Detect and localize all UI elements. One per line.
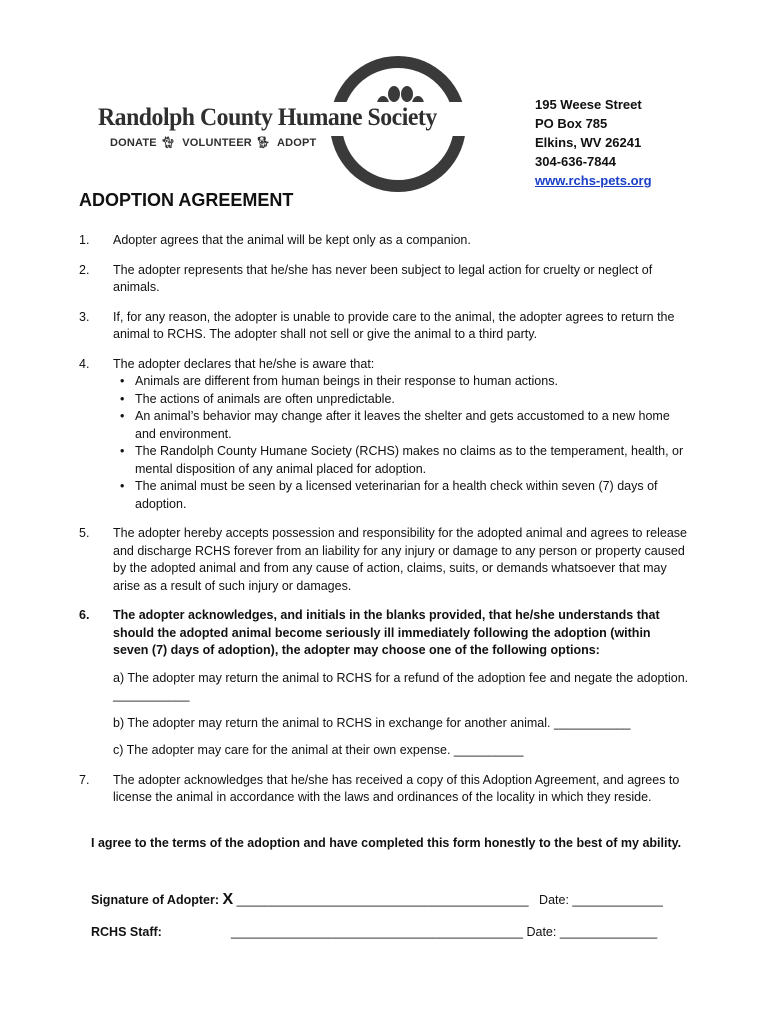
organization-name: Randolph County Humane Society — [98, 104, 437, 131]
tagline-donate: DONATE — [110, 137, 157, 149]
staff-date-label: Date: — [526, 925, 557, 939]
address-po-box: PO Box 785 — [535, 116, 608, 131]
adopter-signature-row: Signature of Adopter: X __________________________________________ Date: _____________ — [91, 891, 663, 908]
list-item: • The Randolph County Humane Society (RCHS) makes no claims as to the temperament, health, or mental disposition of any animal placed for adoption. — [135, 443, 689, 478]
signature-label: Signature of Adopter — [91, 893, 215, 907]
signature-date-line[interactable]: _____________ — [572, 893, 663, 907]
cat-icon: 🐈︎ — [160, 137, 175, 149]
address-phone: 304-636-7844 — [535, 154, 616, 169]
list-item: • The actions of animals are often unpredictable. — [135, 391, 689, 409]
logo-city: ELKINS, WV — [366, 140, 419, 150]
agreement-statement: I agree to the terms of the adoption and have completed this form honestly to the best of my ability. — [91, 836, 682, 850]
address-street: 195 Weese Street — [535, 97, 642, 112]
dog-icon: 🐕︎ — [255, 137, 271, 149]
document-title: ADOPTION AGREEMENT — [79, 190, 294, 210]
agreement-item-7: 7. The adopter acknowledges that he/she has received a copy of this Adoption Agreement, and agrees to license the animal in accordance with the laws and ordinances of the locality in which they reside. — [79, 772, 680, 804]
contact-address — [535, 95, 652, 190]
tagline-volunteer: VOLUNTEER — [182, 137, 252, 149]
option-c[interactable]: c) The adopter may care for the animal at their own expense. __________ — [113, 743, 524, 757]
logo-tagline — [110, 136, 320, 149]
agreement-item-3: 3. If, for any reason, the adopter is unable to provide care to the animal, the adopter agrees to return the animal to RCHS. The adopter shall not sell or give the animal to a third party. — [79, 309, 675, 341]
agreement-items — [79, 232, 689, 819]
agreement-item-5: 5. The adopter hereby accepts possession and responsibility for the adopted animal and agrees to release and discharge RCHS forever from an liability for any injury or damage to any person or property caused by the adopted animal and from any cause of action, claims, suits, or demands whatsoever that may arise as a result of such injury or damages. — [79, 526, 687, 593]
signature-mark: X — [222, 891, 234, 908]
option-b[interactable]: b) The adopter may return the animal to RCHS in exchange for another animal. ___________ — [113, 715, 631, 730]
list-item: • An animal’s behavior may change after it leaves the shelter and gets accustomed to a new home and environment. — [135, 408, 689, 443]
agreement-item-1: 1. Adopter agrees that the animal will be kept only as a companion. — [79, 233, 471, 247]
staff-signature-row — [91, 925, 657, 939]
staff-date-line[interactable]: ______________ — [559, 925, 658, 939]
signature-date-label: Date: — [539, 893, 569, 907]
agreement-item-4: 4. The adopter declares that he/she is aware that: • Animals are different from human beings in their response to human actions. • The actions of animals are often unpredictable. • An animal’s behavior may change after it leaves the shelter and gets accustomed to a new home and environment. • The Randolph County Humane Society (RCHS) makes no claims as to the temperament, health, or mental disposition of any animal placed for adoption. • The animal must be seen by a licensed veterinarian for a health check within seven (7) days of adoption. — [79, 356, 689, 514]
address-city: Elkins, WV 26241 — [535, 135, 642, 150]
logo — [98, 56, 498, 186]
website-link[interactable]: www.rchs-pets.org — [535, 173, 652, 188]
awareness-list — [113, 373, 689, 513]
staff-line[interactable]: __________________________________________ — [231, 925, 523, 939]
tagline-adopt: ADOPT — [276, 137, 317, 149]
list-item: • The animal must be seen by a licensed veterinarian for a health check within seven (7) days of adoption. — [135, 478, 689, 513]
list-item: • Animals are different from human beings in their response to human actions. — [135, 373, 689, 391]
signature-line[interactable]: __________________________________________ — [236, 893, 529, 907]
agreement-item-6: 6. The adopter acknowledges, and initials in the blanks provided, that he/she understands that should the adopted animal become seriously ill immediately following the adoption (within seven (7) days of adoption), the adopter may choose one of the following options: a) The adopter may return the animal to RCHS for a refund of the adoption fee and negate the adoption. ___________ b) The adopter may return the animal to RCHS in exchange for another animal. ___________ c) The adopter may care for the animal at their own expense. __________ — [79, 607, 689, 760]
agreement-item-2: 2. The adopter represents that he/she has never been subject to legal action for cruelty or neglect of animals. — [79, 262, 653, 294]
option-a[interactable]: a) The adopter may return the animal to RCHS for a refund of the adoption fee and negate the adoption. ___________ — [113, 670, 689, 702]
staff-label: RCHS Staff: — [91, 925, 162, 939]
